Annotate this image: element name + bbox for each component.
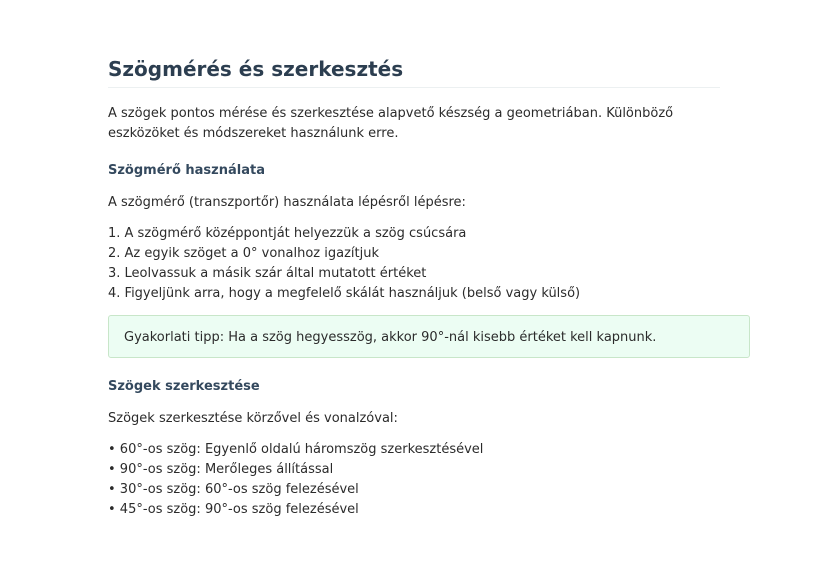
list-item: • 30°-os szög: 60°-os szög felezésével <box>108 482 359 497</box>
list-item: 3. Leolvassuk a másik szár által mutatott értéket <box>108 266 427 281</box>
page-title: Szögmérés és szerkesztés <box>108 57 404 81</box>
section-lead-protractor: A szögmérő (transzportőr) használata lépésről lépésre: <box>108 195 466 210</box>
list-item: • 45°-os szög: 90°-os szög felezésével <box>108 502 359 517</box>
tip-callout <box>108 315 750 358</box>
protractor-steps-list <box>108 224 580 304</box>
section-lead-construction: Szögek szerkesztése körzővel és vonalzóval: <box>108 411 398 426</box>
construction-list <box>108 440 483 520</box>
list-item: 4. Figyeljünk arra, hogy a megfelelő skálát használjuk (belső vagy külső) <box>108 286 581 301</box>
list-item: • 60°-os szög: Egyenlő oldalú háromszög szerkesztésével <box>108 442 484 457</box>
section-heading-protractor: Szögmérő használata <box>108 163 265 178</box>
list-item: 1. A szögmérő középpontját helyezzük a szög csúcsára <box>108 226 467 241</box>
list-item: • 90°-os szög: Merőleges állítással <box>108 462 334 477</box>
title-divider <box>108 87 720 88</box>
intro-paragraph: A szögek pontos mérése és szerkesztése alapvető készség a geometriában. Különböző eszközöket és módszereket használunk erre. <box>108 106 674 141</box>
tip-text: Gyakorlati tipp: Ha a szög hegyesszög, akkor 90°-nál kisebb értéket kell kapnunk. <box>124 330 657 345</box>
section-heading-construction: Szögek szerkesztése <box>108 379 260 394</box>
list-item: 2. Az egyik szöget a 0° vonalhoz igazítjuk <box>108 246 379 261</box>
